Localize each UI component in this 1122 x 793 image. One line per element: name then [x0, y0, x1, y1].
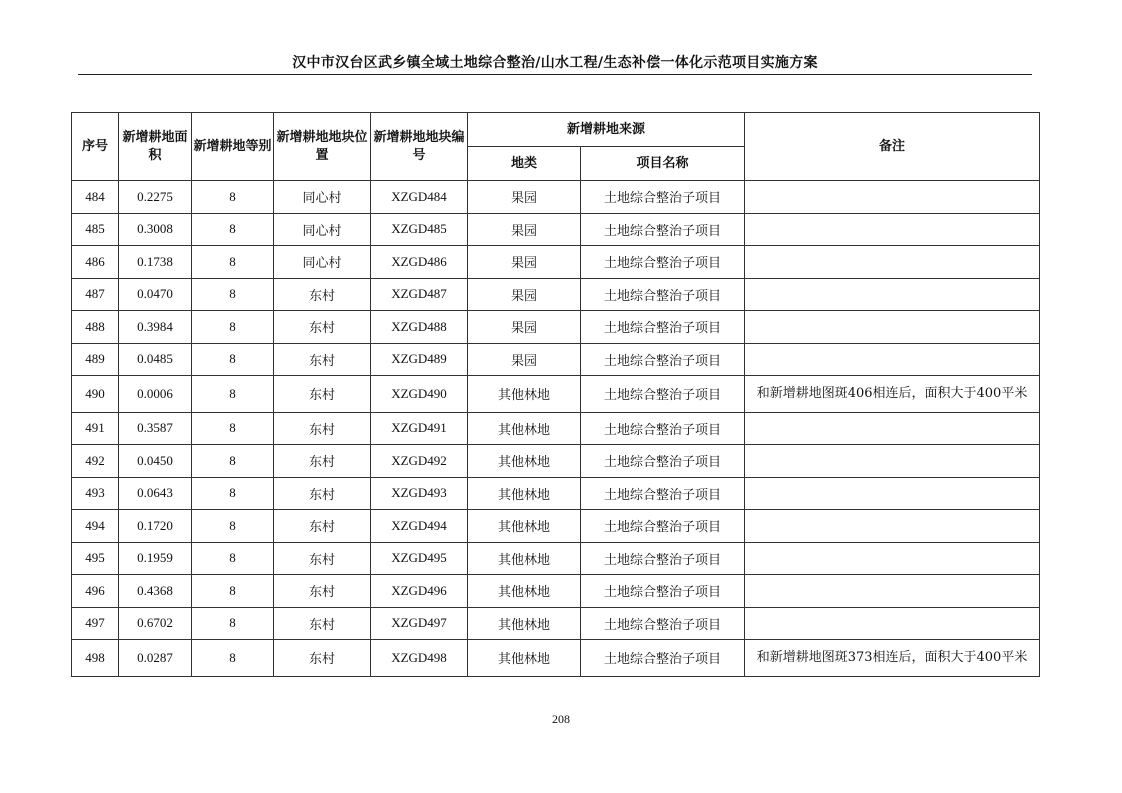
cell-code: XZGD489 [371, 343, 468, 376]
cell-grade: 8 [192, 412, 274, 445]
col-header-code: 新增耕地地块编号 [371, 113, 468, 181]
cell-grade: 8 [192, 445, 274, 478]
cell-project: 土地综合整治子项目 [581, 311, 745, 344]
table-row [72, 607, 1040, 640]
cell-land-type: 果园 [468, 343, 581, 376]
cell-grade: 8 [192, 542, 274, 575]
table-row [72, 412, 1040, 445]
cell-location: 东村 [274, 445, 371, 478]
cell-area: 0.0643 [119, 477, 192, 510]
cell-project: 土地综合整治子项目 [581, 246, 745, 279]
table-row [72, 640, 1040, 677]
cell-code: XZGD486 [371, 246, 468, 279]
table-row [72, 575, 1040, 608]
cell-seq: 487 [72, 278, 119, 311]
cell-code: XZGD491 [371, 412, 468, 445]
document-header-title: 汉中市汉台区武乡镇全域土地综合整治/山水工程/生态补偿一体化示范项目实施方案 [292, 55, 818, 71]
cell-remark [745, 213, 1040, 246]
cell-location: 东村 [274, 575, 371, 608]
cell-area: 0.3008 [119, 213, 192, 246]
cell-area: 0.6702 [119, 607, 192, 640]
cell-code: XZGD488 [371, 311, 468, 344]
table-row [72, 213, 1040, 246]
cell-area: 0.3984 [119, 311, 192, 344]
cell-seq: 498 [72, 640, 119, 677]
table-row [72, 181, 1040, 214]
cell-location: 东村 [274, 477, 371, 510]
cell-land-type: 果园 [468, 213, 581, 246]
cell-remark: 和新增耕地图斑406相连后，面积大于400平米 [745, 376, 1040, 413]
table-row [72, 246, 1040, 279]
col-header-project: 项目名称 [581, 147, 745, 181]
table-row [72, 542, 1040, 575]
cell-seq: 484 [72, 181, 119, 214]
cell-remark [745, 542, 1040, 575]
cell-area: 0.1959 [119, 542, 192, 575]
cell-remark [745, 477, 1040, 510]
cell-land-type: 其他林地 [468, 575, 581, 608]
cell-location: 东村 [274, 376, 371, 413]
table-row [72, 445, 1040, 478]
cell-seq: 491 [72, 412, 119, 445]
cell-location: 东村 [274, 343, 371, 376]
cell-code: XZGD493 [371, 477, 468, 510]
cell-area: 0.0470 [119, 278, 192, 311]
cell-remark [745, 445, 1040, 478]
cell-code: XZGD484 [371, 181, 468, 214]
cell-grade: 8 [192, 477, 274, 510]
cell-code: XZGD492 [371, 445, 468, 478]
cell-grade: 8 [192, 575, 274, 608]
cell-area: 0.0450 [119, 445, 192, 478]
header-divider [78, 74, 1032, 75]
cell-area: 0.4368 [119, 575, 192, 608]
cell-project: 土地综合整治子项目 [581, 412, 745, 445]
cell-area: 0.2275 [119, 181, 192, 214]
cell-area: 0.0287 [119, 640, 192, 677]
cell-grade: 8 [192, 510, 274, 543]
cell-seq: 485 [72, 213, 119, 246]
cell-location: 同心村 [274, 213, 371, 246]
table-row [72, 510, 1040, 543]
cell-code: XZGD485 [371, 213, 468, 246]
cell-location: 东村 [274, 542, 371, 575]
cell-project: 土地综合整治子项目 [581, 477, 745, 510]
cell-seq: 497 [72, 607, 119, 640]
col-header-remark: 备注 [745, 113, 1040, 181]
cell-land-type: 其他林地 [468, 607, 581, 640]
cell-location: 东村 [274, 510, 371, 543]
table-row [72, 376, 1040, 413]
cell-location: 东村 [274, 311, 371, 344]
col-header-seq: 序号 [72, 113, 119, 181]
cell-land-type: 其他林地 [468, 542, 581, 575]
cell-area: 0.3587 [119, 412, 192, 445]
cell-project: 土地综合整治子项目 [581, 376, 745, 413]
cell-land-type: 果园 [468, 246, 581, 279]
cell-location: 东村 [274, 640, 371, 677]
cell-grade: 8 [192, 343, 274, 376]
cell-grade: 8 [192, 376, 274, 413]
cell-land-type: 果园 [468, 311, 581, 344]
cell-seq: 494 [72, 510, 119, 543]
cell-code: XZGD496 [371, 575, 468, 608]
cell-remark [745, 181, 1040, 214]
cell-code: XZGD490 [371, 376, 468, 413]
cell-project: 土地综合整治子项目 [581, 575, 745, 608]
cell-remark [745, 607, 1040, 640]
cell-seq: 493 [72, 477, 119, 510]
cell-remark [745, 575, 1040, 608]
table-row [72, 311, 1040, 344]
cell-location: 东村 [274, 607, 371, 640]
cell-grade: 8 [192, 311, 274, 344]
cell-land-type: 其他林地 [468, 640, 581, 677]
col-header-location: 新增耕地地块位置 [274, 113, 371, 181]
cell-grade: 8 [192, 246, 274, 279]
cell-remark [745, 510, 1040, 543]
cell-location: 同心村 [274, 246, 371, 279]
cell-code: XZGD487 [371, 278, 468, 311]
cell-seq: 488 [72, 311, 119, 344]
col-header-land-type: 地类 [468, 147, 581, 181]
cell-land-type: 果园 [468, 181, 581, 214]
cell-remark [745, 412, 1040, 445]
cell-remark [745, 246, 1040, 279]
cell-project: 土地综合整治子项目 [581, 445, 745, 478]
table-row [72, 278, 1040, 311]
cell-land-type: 其他林地 [468, 477, 581, 510]
cell-location: 东村 [274, 278, 371, 311]
cell-code: XZGD494 [371, 510, 468, 543]
cell-remark [745, 278, 1040, 311]
cell-project: 土地综合整治子项目 [581, 343, 745, 376]
cell-land-type: 其他林地 [468, 376, 581, 413]
cell-remark: 和新增耕地图斑373相连后，面积大于400平米 [745, 640, 1040, 677]
cell-grade: 8 [192, 607, 274, 640]
cell-area: 0.0006 [119, 376, 192, 413]
cell-land-type: 其他林地 [468, 510, 581, 543]
table-body [72, 181, 1040, 677]
col-header-source-group: 新增耕地来源 [468, 113, 745, 147]
cell-seq: 492 [72, 445, 119, 478]
cell-code: XZGD495 [371, 542, 468, 575]
table-row [72, 343, 1040, 376]
cell-land-type: 其他林地 [468, 412, 581, 445]
cell-project: 土地综合整治子项目 [581, 510, 745, 543]
cell-land-type: 果园 [468, 278, 581, 311]
cell-project: 土地综合整治子项目 [581, 607, 745, 640]
cell-seq: 486 [72, 246, 119, 279]
cell-area: 0.1738 [119, 246, 192, 279]
cell-grade: 8 [192, 213, 274, 246]
cell-project: 土地综合整治子项目 [581, 181, 745, 214]
cell-area: 0.1720 [119, 510, 192, 543]
cell-project: 土地综合整治子项目 [581, 640, 745, 677]
cell-project: 土地综合整治子项目 [581, 542, 745, 575]
cell-location: 东村 [274, 412, 371, 445]
cell-grade: 8 [192, 640, 274, 677]
table-row [72, 477, 1040, 510]
cultivated-land-table [71, 112, 1040, 677]
cell-seq: 489 [72, 343, 119, 376]
cell-grade: 8 [192, 181, 274, 214]
col-header-area: 新增耕地面积 [119, 113, 192, 181]
cell-code: XZGD497 [371, 607, 468, 640]
cell-grade: 8 [192, 278, 274, 311]
cell-project: 土地综合整治子项目 [581, 213, 745, 246]
cell-remark [745, 311, 1040, 344]
page-number: 208 [552, 712, 570, 726]
cell-land-type: 其他林地 [468, 445, 581, 478]
col-header-grade: 新增耕地等别 [192, 113, 274, 181]
cell-code: XZGD498 [371, 640, 468, 677]
cell-seq: 496 [72, 575, 119, 608]
cell-seq: 490 [72, 376, 119, 413]
table-header [72, 113, 1040, 181]
cell-project: 土地综合整治子项目 [581, 278, 745, 311]
cell-remark [745, 343, 1040, 376]
cell-area: 0.0485 [119, 343, 192, 376]
cell-location: 同心村 [274, 181, 371, 214]
cell-seq: 495 [72, 542, 119, 575]
